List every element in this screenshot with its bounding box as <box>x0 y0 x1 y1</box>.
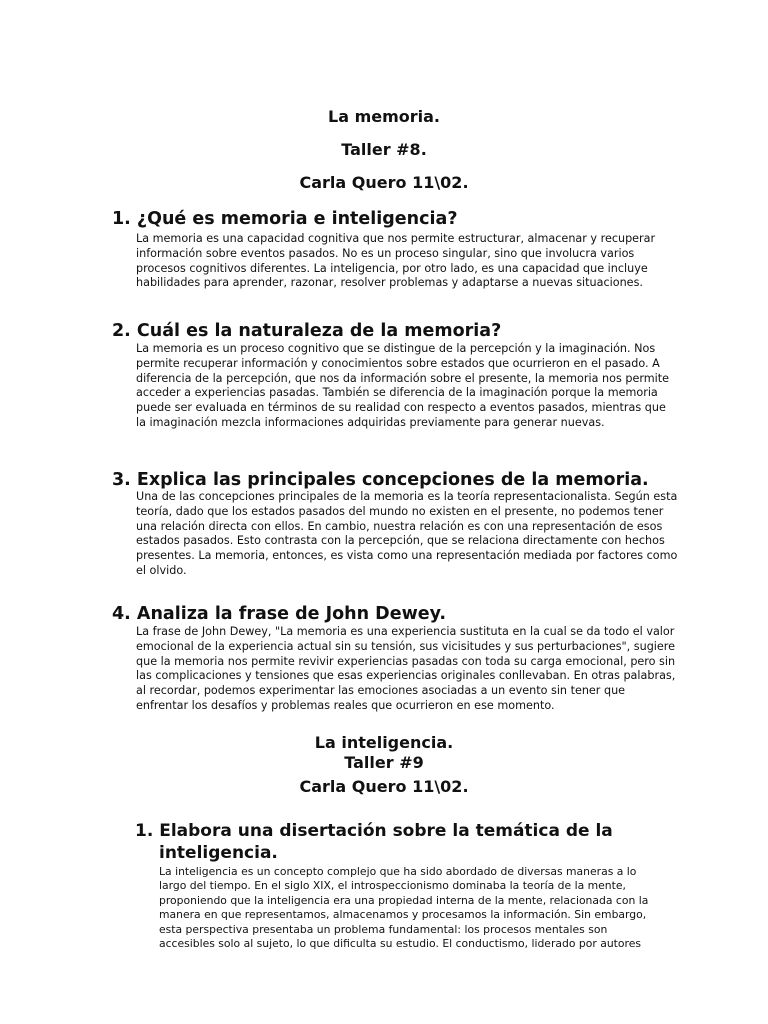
question-1-title: 1. ¿Qué es memoria e inteligencia? <box>112 209 458 229</box>
section-2-subtitle: Taller #9 <box>344 753 424 772</box>
question-4-title: 4. Analiza la frase de John Dewey. <box>112 604 447 624</box>
question-1-body: La memoria es una capacidad cognitiva que nos permite estructurar, almacenar y recuperar información sobre eventos pasados. No es un proceso singular, sino que involucra varios procesos cognitivos diferentes. La inteligencia, por otro lado, es una capacidad que incluye habilidades para aprender, razonar, resolver problemas y adaptarse a nuevas situaciones. <box>136 232 656 290</box>
document-author: Carla Quero 11\02. <box>299 173 469 192</box>
question-2-body: La memoria es un proceso cognitivo que se distingue de la percepción y la imaginación. Nos permite recuperar información y conocimientos sobre estados que ocurrieron en el pasado. A diferencia de la percepción, que nos da información sobre el presente, la memoria nos permite acceder a experiencias pasadas. También se diferencia de la imaginación porque la memoria puede ser evaluada en términos de su realidad con respecto a eventos pasados, mientras que la imaginación mezcla informaciones adquiridas previamente para generar nuevas. <box>136 342 670 429</box>
question-2-title: 2. Cuál es la naturaleza de la memoria? <box>112 321 502 341</box>
section-2-author: Carla Quero 11\02. <box>299 777 469 796</box>
question-4-body: La frase de John Dewey, "La memoria es una experiencia sustituta en la cual se da todo el valor emocional de la experiencia actual sin su tensión, sus vicisitudes y sus perturbaciones", sugiere que la memoria nos permite revivir experiencias pasadas con toda su carga emocional, pero sin las complicaciones y tensiones que esas experiencias originales conllevaban. En otras palabras, al recordar, podemos experimentar las emociones asociadas a un evento sin tener que enfrentar los desafíos y problemas reales que ocurrieron en ese momento. <box>136 625 676 712</box>
document-subtitle: Taller #8. <box>341 140 427 159</box>
question-3-body: Una de las concepciones principales de la memoria es la teoría representacionalista. Según esta teoría, dado que los estados pasados del mundo no existen en el presente, no podemos tener una relación directa con ellos. En cambio, nuestra relación es con una representación de esos estados pasados. Esto contrasta con la percepción, que se relaciona directamente con hechos presentes. La memoria, entonces, es vista como una representación mediada por factores como el olvido. <box>136 490 678 577</box>
section-2-title: La inteligencia. <box>314 733 454 752</box>
section-2-question-1-title: 1. Elabora una disertación sobre la temática de la inteligencia. <box>135 821 613 863</box>
document-title: La memoria. <box>328 107 440 126</box>
section-2-question-1-body: La inteligencia es un concepto complejo que ha sido abordado de diversas maneras a lo largo del tiempo. En el siglo XIX, el introspeccionismo dominaba la teoría de la mente, proponiendo que la inteligencia era una propiedad interna de la mente, relacionada con la manera en que representamos, almacenamos y procesamos la información. Sin embargo, esta perspectiva presentaba un problema fundamental: los procesos mentales son accesibles solo al sujeto, lo que dificulta su estudio. El conductismo, liderado por autores <box>159 865 649 951</box>
question-3-title: 3. Explica las principales concepciones de la memoria. <box>112 470 649 490</box>
